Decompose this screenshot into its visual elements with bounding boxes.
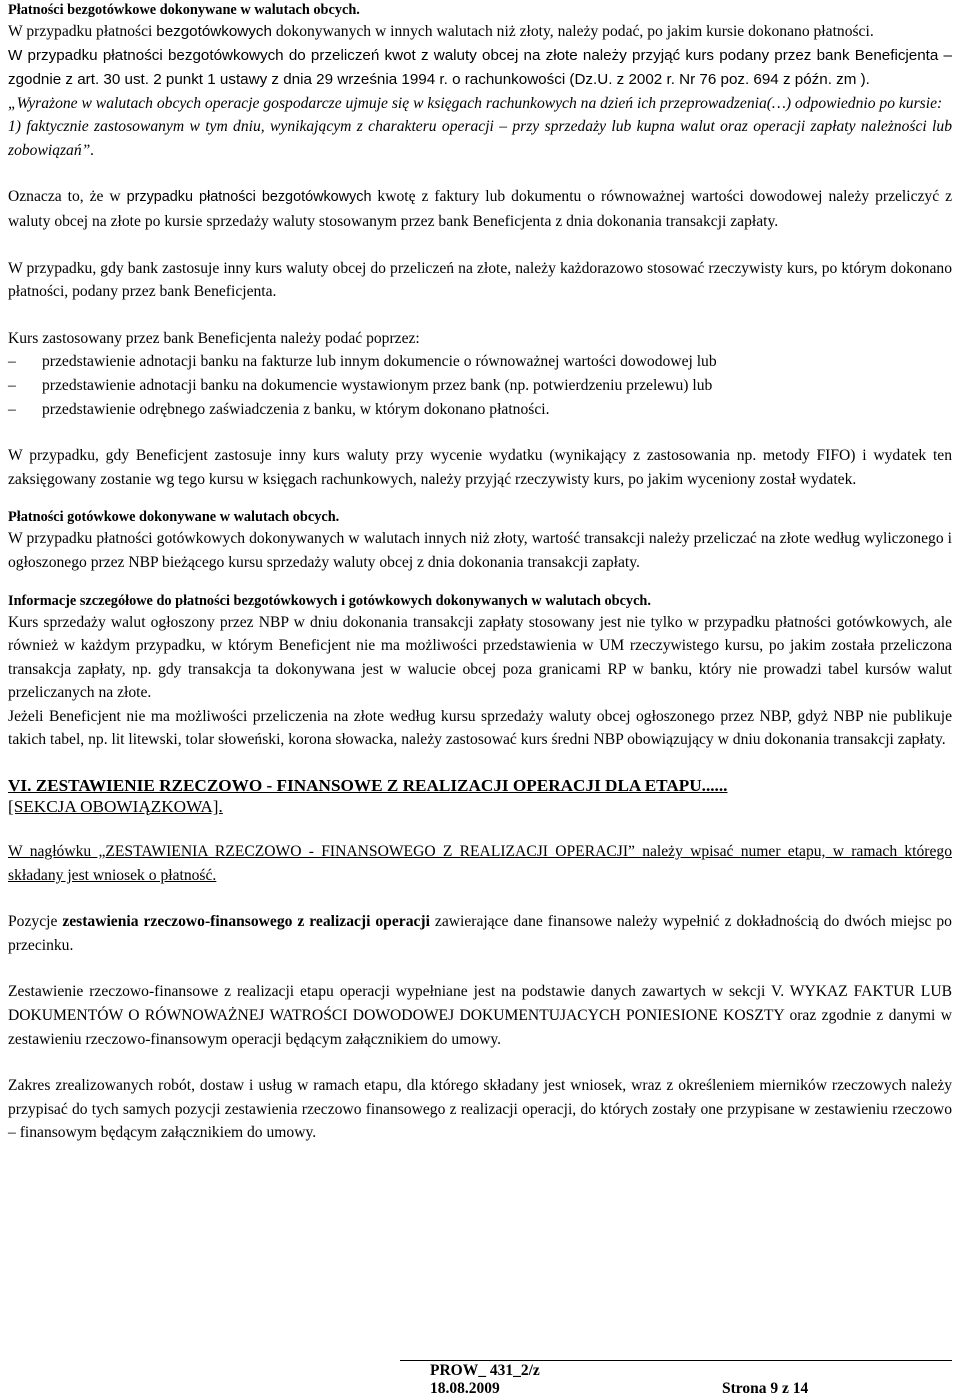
paragraph-noncash-bank-rate: W przypadku płatności bezgotówkowych do przeliczeń kwot z waluty obcej na złote należy przyjąć kurs podany przez bank Beneficjenta – zgodnie z art. 30 ust. 2 punkt 1 ustawy z dnia 29 września 1994 r. o rachunkowości (Dz.U. z 2002 r. Nr 76 poz. 694 z późn. zm ).: [8, 46, 952, 88]
heading-noncash-payments: Płatności bezgotówkowe dokonywane w walutach obcych.: [8, 2, 360, 18]
spacer: [8, 752, 952, 775]
spacer: [8, 957, 952, 980]
heading-cash-payments: Płatności gotówkowe dokonywane w walutach obcych.: [8, 509, 340, 526]
section-vi-title: VI. ZESTAWIENIE RZECZOWO - FINANSOWE Z REALIZACJI OPERACJI DLA ETAPU......: [8, 776, 728, 796]
page-number: Strona 9 z 14: [722, 1380, 809, 1397]
list-item: – przedstawienie adnotacji banku na dokumencie wystawionym przez bank (np. potwierdzeniu przelewu) lub: [8, 376, 713, 394]
spacer: [8, 234, 952, 257]
paragraph-meaning: Oznacza to, że w przypadku płatności bezgotówkowych kwotę z faktury lub dokumentu o równoważnej wartości dowodowej należy przeliczyć z waluty obcej na złote po kursie sprzedaży waluty stosowanym przez bank Beneficjenta z dnia dokonania transakcji zapłaty.: [8, 188, 952, 230]
footer-divider: [400, 1360, 952, 1361]
section-vi-mandatory-tag: [SEKCJA OBOWIĄZKOWA].: [8, 797, 223, 817]
paragraph-other-rate: W przypadku, gdy bank zastosuje inny kurs waluty obcej do przeliczeń na złote, należy każdorazowo stosować rzeczywisty kurs, po którym dokonano płatności, podany przez bank Beneficjenta.: [8, 259, 952, 301]
paragraph-precision: Pozycje zestawienia rzeczowo-finansowego z realizacji operacji zawierające dane finansowe należy wypełnić z dokładnością do dwóch miejsc po przecinku.: [8, 913, 952, 954]
page-footer: [0, 1362, 960, 1399]
paragraph-scope: Zakres zrealizowanych robót, dostaw i usług w ramach etapu, dla którego składany jest wniosek, wraz z określeniem mierników rzeczowych należy przypisać do tych samych pozycji zestawienia rzeczowo finansowego z realizacji operacji, do których zostały one przypisane w zestawieniu rzeczowo – finansowym będącym załącznikiem do umowy.: [8, 1077, 952, 1142]
list-item: – przedstawienie adnotacji banku na fakturze lub innym dokumencie o równoważnej wartości dowodowej lub: [8, 353, 717, 371]
spacer: [8, 304, 952, 327]
rate-methods-list: [8, 350, 952, 421]
quote-accounting-act: „Wyrażone w walutach obcych operacje gospodarcze ujmuje się w księgach rachunkowych na dzień ich przeprowadzenia(…) odpowiednio po kursie:: [8, 94, 943, 112]
spacer: [8, 817, 952, 840]
heading-detailed-info: Informacje szczegółowe do płatności bezgotówkowych i gotówkowych dokonywanych w walutach obcych.: [8, 592, 651, 609]
footer-date: 18.08.2009: [430, 1380, 500, 1397]
list-item: – przedstawienie odrębnego zaświadczenia z banku, w którym dokonano płatności.: [8, 400, 550, 418]
spacer: [8, 162, 952, 185]
paragraph-nbp-rate: Kurs sprzedaży walut ogłoszony przez NBP w dniu dokonania transakcji zapłaty stosowany jest nie tylko w przypadku płatności gotówkowych, ale również w każdym przypadku, w którym Beneficjent nie ma możliwości przedstawienia w UM rzeczywistego kursu, po jakim została przeliczona transakcja zapłaty, np. gdy transakcja ta dokonywana jest w walucie obcej poza granicami RP w banku, który nie prowadzi tabel kursów walut przeliczanych na złote.: [8, 613, 952, 702]
form-code: PROW_ 431_2/z: [430, 1362, 540, 1379]
paragraph-basis: Zestawienie rzeczowo-finansowe z realizacji etapu operacji wypełniane jest na podstawie danych zawartych w sekcji V. WYKAZ FAKTUR LUB DOKUMENTÓW O RÓWNOWAŻNEJ WATROŚCI DOWODOWEJ DOKUMENTUJACYCH PONIESIONE KOSZTY oraz zgodnie z danymi w zestawieniu rzeczowo-finansowym operacji będącym załącznikiem do umowy.: [8, 983, 952, 1048]
paragraph-fifo: W przypadku, gdy Beneficjent zastosuje inny kurs waluty przy wycenie wydatku (wynikający z zastosowania np. metody FIFO) i wydatek ten zaksięgowany zostanie wg tego kursu w księgach rachunkowych, należy przyjąć rzeczywisty kurs, po jakim wyceniony został wydatek.: [8, 447, 952, 488]
spacer: [8, 491, 952, 507]
paragraph-rate-how: Kurs zastosowany przez bank Beneficjenta należy podać poprzez:: [8, 329, 420, 347]
paragraph-cash-payments: W przypadku płatności gotówkowych dokonywanych w walutach innych niż złoty, wartość transakcji należy przeliczać na złote według wyliczonego i ogłoszonego przez NBP bieżącego kursu sprzedaży waluty obcej z dnia dokonania transakcji zapłaty.: [8, 530, 952, 571]
spacer: [8, 421, 952, 444]
spacer: [8, 887, 952, 910]
document-page: [8, 0, 952, 1145]
quote-item-1: 1) faktycznie zastosowanym w tym dniu, wynikającym z charakteru operacji – przy sprzedaży lub kupna walut oraz operacji zapłaty należności lub zobowiązań”.: [8, 118, 952, 159]
paragraph-noncash-intro: W przypadku płatności bezgotówkowych dokonywanych w innych walutach niż złoty, należy podać, po jakim kursie dokonano płatności.: [8, 23, 874, 40]
paragraph-nbp-average: Jeżeli Beneficjent nie ma możliwości przeliczenia na złote według kursu sprzedaży waluty obcej ogłoszonego przez NBP, gdyż NBP nie publikuje takich tabel, np. lit litewski, tolar słoweński, korona słowacka, należy zastosować kurs średni NBP obowiązujący w dniu dokonania transakcji zapłaty.: [8, 707, 952, 749]
spacer: [8, 575, 952, 591]
spacer: [8, 1051, 952, 1074]
paragraph-header-stage: W nagłówku „ZESTAWIENIA RZECZOWO - FINANSOWEGO Z REALIZACJI OPERACJI” należy wpisać numer etapu, w ramach którego składany jest wniosek o płatność.: [8, 843, 952, 884]
